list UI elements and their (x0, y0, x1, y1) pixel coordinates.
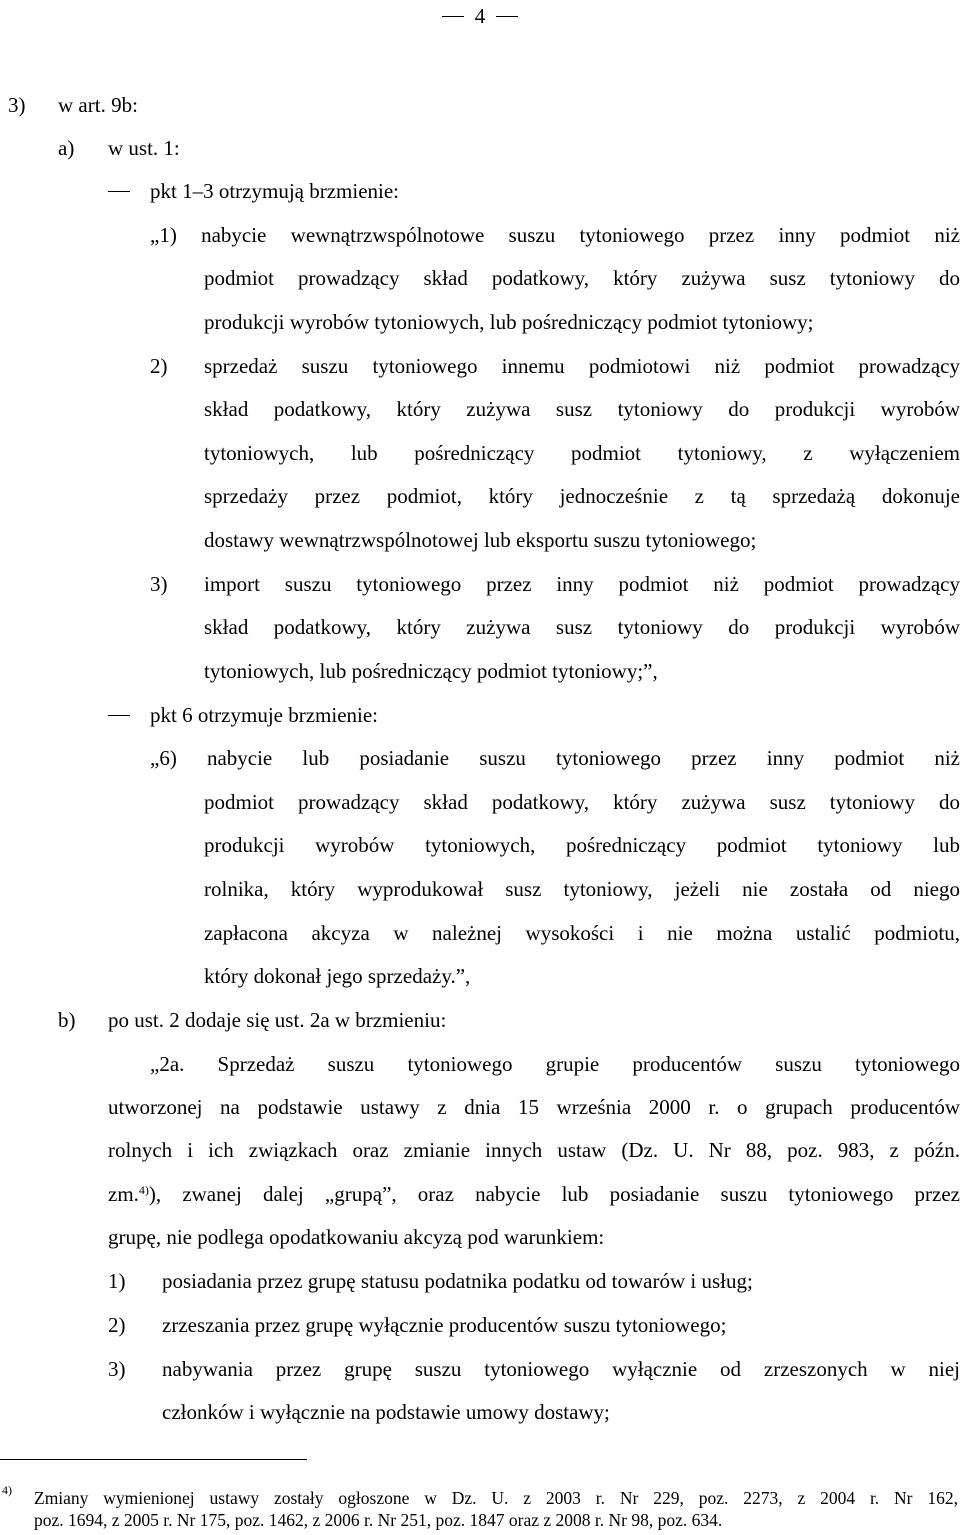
section-2a-line-1: „2a. Sprzedaż suszu tytoniowego grupie producentów suszu tytoniowego (150, 1052, 960, 1076)
point-3-label: 3) (150, 572, 168, 596)
point-3-line-2: skład podatkowy, który zużywa susz tytoniowy do produkcji wyrobów (204, 615, 960, 639)
section-2a-line-2: utworzonej na podstawie ustawy z dnia 15 września 2000 r. o grupach producentów (108, 1095, 960, 1119)
point-2-line-1: sprzedaż suszu tytoniowego innemu podmiotowi niż podmiot prowadzący (204, 354, 960, 378)
point-2-line-3: tytoniowych, lub pośredniczący podmiot tytoniowy, z wyłączeniem (204, 441, 960, 465)
point-2-line-2: skład podatkowy, który zużywa susz tytoniowy do produkcji wyrobów (204, 397, 960, 421)
subitem-heading-a: w ust. 1: (108, 136, 180, 160)
section-2a-line-4-rest: ), zwanej dalej „grupą”, oraz nabycie lub posiadanie suszu tytoniowego przez (148, 1182, 960, 1206)
point-2-label: 2) (150, 354, 168, 378)
subitem-heading-b: po ust. 2 dodaje się ust. 2a w brzmieniu: (108, 1008, 447, 1032)
condition-3-text-line-2: członków i wyłącznie na podstawie umowy dostawy; (162, 1400, 610, 1424)
point-2-line-5: dostawy wewnątrzwspólnotowej lub eksportu suszu tytoniowego; (204, 528, 757, 552)
indent-dash (108, 191, 130, 192)
section-2a-line-3: rolnych i ich związkach oraz zmianie innych ustaw (Dz. U. Nr 88, poz. 983, z późn. (108, 1138, 960, 1162)
footnote-marker: 4) (2, 1483, 12, 1497)
footnote-separator (0, 1459, 307, 1460)
point-6-line-1: „6) nabycie lub posiadanie suszu tytoniowego przez inny podmiot niż (150, 746, 960, 770)
point-6-line-6: który dokonał jego sprzedaży.”, (204, 964, 471, 988)
point-6-line-5: zapłacona akcyza w należnej wysokości i nie można ustalić podmiotu, (204, 921, 960, 945)
point-6-line-2: podmiot prowadzący skład podatkowy, który zużywa susz tytoniowy do (204, 790, 960, 814)
footnote-line-2: poz. 1694, z 2005 r. Nr 175, poz. 1462, z 2006 r. Nr 251, poz. 1847 oraz z 2008 r. Nr 98, poz. 634. (34, 1510, 723, 1530)
page-number: 4 (0, 3, 960, 29)
condition-3-text: nabywania przez grupę suszu tytoniowego wyłącznie od zrzeszonych w niej (162, 1357, 960, 1381)
item-number: 3) (8, 93, 26, 117)
point-6-line-4: rolnika, który wyprodukował susz tytoniowy, jeżeli nie została od niego (204, 877, 960, 901)
point-1-line-3: produkcji wyrobów tytoniowych, lub pośredniczący podmiot tytoniowy; (204, 310, 814, 334)
item-heading: w art. 9b: (58, 93, 138, 117)
point-1-line-1: „1) nabycie wewnątrzwspólnotowe suszu tytoniowego przez inny podmiot niż (150, 223, 960, 247)
footnote-line-1: Zmiany wymienionej ustawy zostały ogłoszone w Dz. U. z 2003 r. Nr 229, poz. 2273, z 2004 r. Nr 162, (34, 1488, 958, 1508)
point-6-line-3: produkcji wyrobów tytoniowych, pośredniczący podmiot tytoniowy lub (204, 833, 960, 857)
section-2a-line-5: grupę, nie podlega opodatkowaniu akcyzą pod warunkiem: (108, 1225, 605, 1249)
point-2-line-4: sprzedaży przez podmiot, który jednocześnie z tą sprzedażą dokonuje (204, 484, 960, 508)
section-2a-line-4-start: zm. (108, 1182, 139, 1206)
point-1-line-2: podmiot prowadzący skład podatkowy, który zużywa susz tytoniowy do (204, 266, 960, 290)
subitem-letter-b: b) (58, 1008, 76, 1032)
indent-text: pkt 6 otrzymuje brzmienie: (150, 703, 379, 727)
section-2a-line-4 (108, 1181, 960, 1207)
condition-3-number: 3) (108, 1357, 126, 1381)
subitem-letter-a: a) (58, 136, 75, 160)
indent-dash (108, 715, 130, 716)
condition-2-text: zrzeszania przez grupę wyłącznie producentów suszu tytoniowego; (162, 1313, 727, 1337)
point-3-line-1: import suszu tytoniowego przez inny podmiot niż podmiot prowadzący (204, 572, 960, 596)
point-3-line-3: tytoniowych, lub pośredniczący podmiot tytoniowy;”, (204, 659, 658, 683)
indent-text: pkt 1–3 otrzymują brzmienie: (150, 179, 400, 203)
condition-1-number: 1) (108, 1269, 126, 1293)
footnote-reference: 4) (138, 1183, 149, 1197)
condition-1-text: posiadania przez grupę statusu podatnika podatku od towarów i usług; (162, 1269, 753, 1293)
condition-2-number: 2) (108, 1313, 126, 1337)
